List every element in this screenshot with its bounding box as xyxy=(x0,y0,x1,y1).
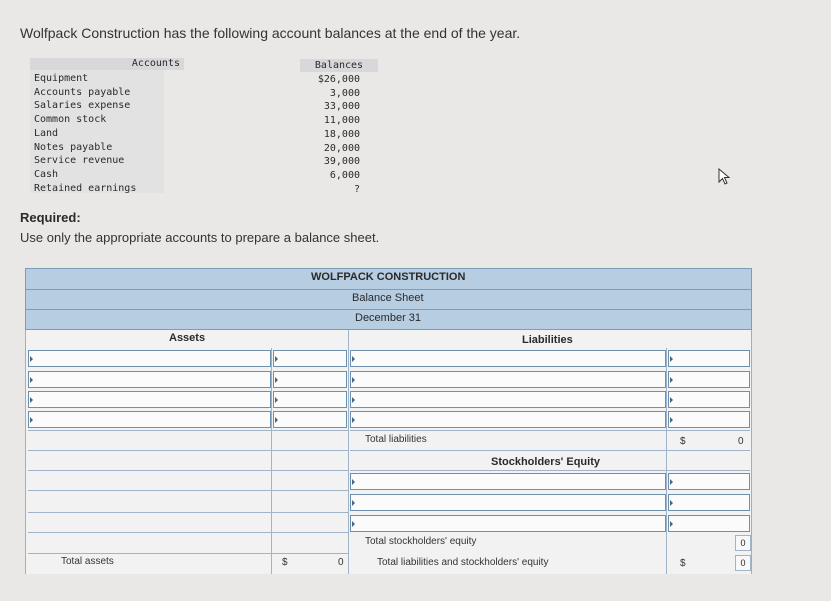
required-title: Required: xyxy=(20,210,81,225)
statement-date: December 31 xyxy=(355,312,422,324)
asset-account-select[interactable] xyxy=(28,411,271,428)
equity-label: Stockholders' Equity xyxy=(491,456,600,468)
liability-amount-input[interactable] xyxy=(668,371,750,388)
statement-name: Balance Sheet xyxy=(352,292,424,304)
row-divider xyxy=(350,430,750,431)
header-divider xyxy=(26,309,751,310)
liability-account-select[interactable] xyxy=(350,411,666,428)
equity-account-select[interactable] xyxy=(350,515,666,532)
total-equity-label: Total stockholders' equity xyxy=(365,536,477,547)
row-divider xyxy=(28,450,348,451)
account-name: Retained earnings xyxy=(34,182,137,194)
liability-account-select[interactable] xyxy=(350,371,666,388)
intro-text: Wolfpack Construction has the following account balances at the end of the year. xyxy=(20,25,521,41)
total-liab-equity-currency: $ xyxy=(680,558,686,569)
total-liab-equity-value: 0 xyxy=(735,555,751,571)
balances-header: Balances xyxy=(300,59,378,72)
account-name: Service revenue xyxy=(34,155,125,167)
row-divider xyxy=(28,470,348,471)
equity-amount-input[interactable] xyxy=(668,494,750,511)
equity-amount-input[interactable] xyxy=(668,515,750,532)
company-name: WOLFPACK CONSTRUCTION xyxy=(311,271,466,283)
equity-amount-input[interactable] xyxy=(668,473,750,490)
account-name: Land xyxy=(34,127,59,139)
account-name: Equipment xyxy=(34,73,89,84)
liability-amount-input[interactable] xyxy=(668,350,750,367)
row-divider xyxy=(350,470,750,471)
assets-label: Assets xyxy=(169,332,206,344)
asset-amount-input[interactable] xyxy=(273,411,347,428)
row-divider xyxy=(28,532,348,533)
liability-amount-input[interactable] xyxy=(668,391,750,408)
row-divider xyxy=(28,512,348,513)
account-balance: 3,000 xyxy=(329,87,360,99)
liabilities-label: Liabilities xyxy=(522,334,573,346)
row-divider xyxy=(28,553,348,554)
column-divider xyxy=(271,348,272,574)
total-liabilities-label: Total liabilities xyxy=(365,434,427,445)
liability-account-select[interactable] xyxy=(350,391,666,408)
account-balance: 6,000 xyxy=(329,169,360,181)
total-liab-equity-label: Total liabilities and stockholders' equity xyxy=(377,557,549,568)
equity-account-select[interactable] xyxy=(350,473,666,490)
account-name: Notes payable xyxy=(34,141,113,153)
required-text: Use only the appropriate accounts to prepare a balance sheet. xyxy=(20,230,380,245)
equity-account-select[interactable] xyxy=(350,494,666,511)
total-liabilities-value: 0 xyxy=(738,436,744,447)
account-balance: 20,000 xyxy=(323,142,360,154)
account-balance: ? xyxy=(353,183,360,195)
total-assets-currency: $ xyxy=(282,557,288,568)
accounts-list xyxy=(34,72,136,195)
total-assets-value: 0 xyxy=(338,557,344,568)
account-balance: 33,000 xyxy=(323,101,360,113)
total-assets-label: Total assets xyxy=(61,556,114,567)
asset-account-select[interactable] xyxy=(28,371,271,388)
asset-account-select[interactable] xyxy=(28,391,271,408)
account-balance: 39,000 xyxy=(323,156,360,168)
account-balance: $26,000 xyxy=(317,74,360,85)
row-divider xyxy=(28,430,348,431)
column-divider xyxy=(666,348,667,574)
liability-account-select[interactable] xyxy=(350,350,666,367)
account-balance: 18,000 xyxy=(323,128,360,140)
row-divider xyxy=(350,450,750,451)
accounts-header: Accounts xyxy=(30,58,184,70)
total-liabilities-currency: $ xyxy=(680,436,686,447)
account-name: Salaries expense xyxy=(34,100,131,112)
asset-amount-input[interactable] xyxy=(273,350,347,367)
row-divider xyxy=(28,490,348,491)
asset-amount-input[interactable] xyxy=(273,391,347,408)
total-equity-value: 0 xyxy=(735,535,751,551)
liability-amount-input[interactable] xyxy=(668,411,750,428)
account-balance: 11,000 xyxy=(323,115,360,127)
account-name: Common stock xyxy=(34,114,107,126)
mouse-pointer-icon xyxy=(718,168,732,186)
asset-amount-input[interactable] xyxy=(273,371,347,388)
balance-sheet-header xyxy=(25,268,752,330)
balance-sheet-body xyxy=(25,330,752,574)
balance-sheet xyxy=(25,268,752,574)
asset-account-select[interactable] xyxy=(28,350,271,367)
column-divider xyxy=(348,330,349,574)
account-name: Accounts payable xyxy=(34,86,131,98)
header-divider xyxy=(26,289,751,290)
balances-list xyxy=(300,73,360,196)
account-name: Cash xyxy=(34,168,59,180)
